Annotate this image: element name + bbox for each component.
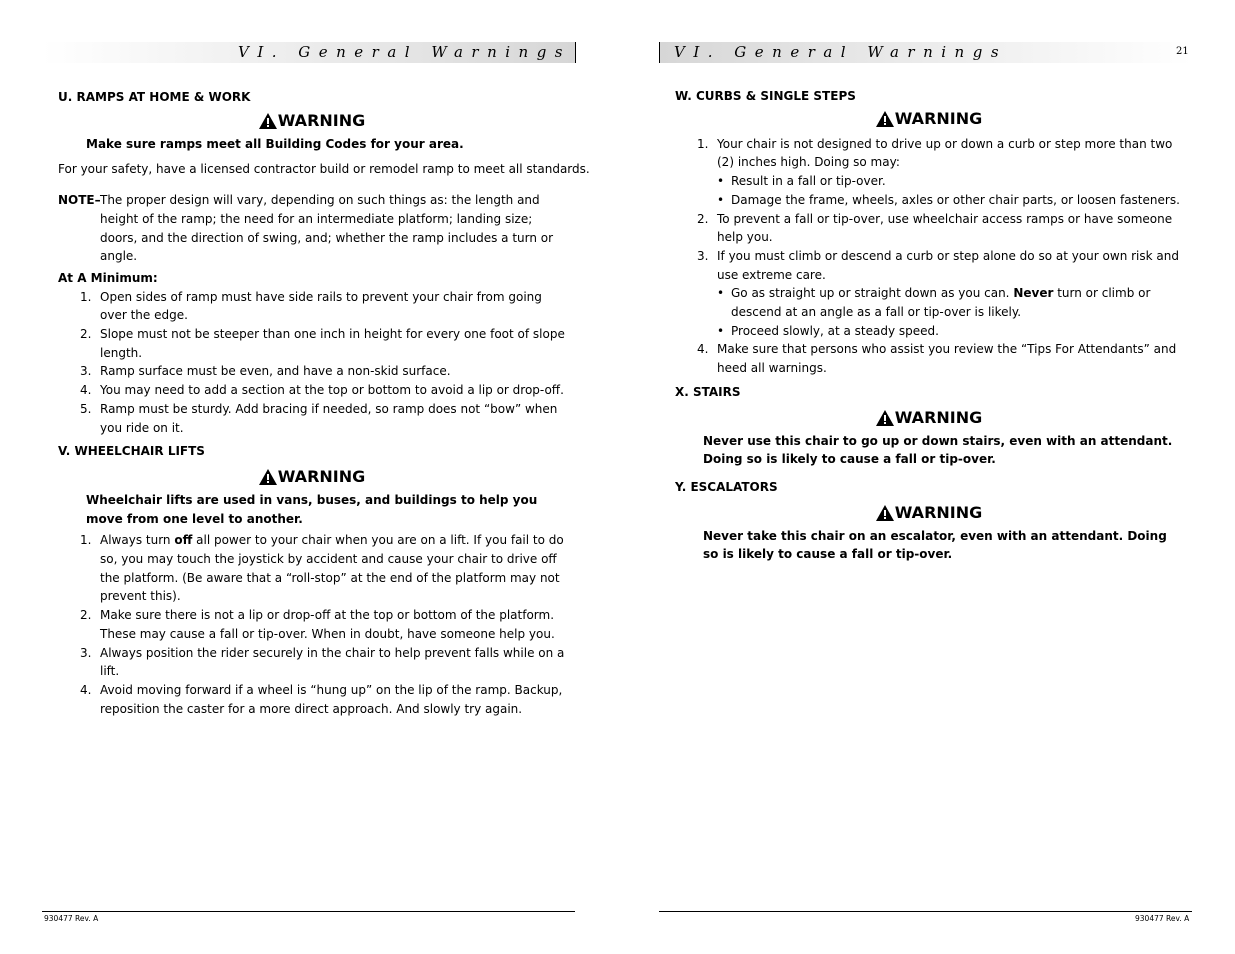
warning-label: WARNING [894,108,983,128]
footer-rule [42,911,575,912]
right-page [617,0,1235,954]
warning-label: WARNING [277,466,366,486]
list-item: 2. Make sure there is not a lip or drop-off at the top or bottom of the platform. These may cause a fall or tip-over. When in doubt, have someone help you. [80,608,555,641]
warning-label: WARNING [277,110,366,130]
section-title-stairs: X. STAIRS [675,384,741,399]
lift-instructions-list [80,531,566,718]
list-item: 3. Always position the rider securely in the chair to help prevent falls while on a lift. [80,645,565,679]
warning-label: WARNING [894,502,983,522]
curb-instructions-list [697,135,1183,378]
warning-triangle-icon [876,111,894,127]
list-item: 5. Ramp must be sturdy. Add bracing if needed, so ramp does not “bow” when you ride on it. [80,401,558,435]
safety-paragraph: For your safety, have a licensed contractor build or remodel ramp to meet all standards. [58,162,590,177]
list-item: 1. Open sides of ramp must have side rails to prevent your chair from going over the edge. [80,289,542,323]
section-title-lifts: V. WHEELCHAIR LIFTS [58,444,205,459]
warning-triangle-icon [876,505,894,521]
warning-label: WARNING [894,407,983,427]
warning-heading [675,109,1183,129]
list-item: 4. You may need to add a section at the top or bottom to avoid a lip or drop-off. [80,383,564,398]
warning-triangle-icon [259,113,277,129]
bullet-item: • Proceed slowly, at a steady speed. [717,323,939,338]
warning-heading [58,111,566,131]
list-item: 1. Your chair is not designed to drive up or down a curb or step more than two (2) inches high. Doing so may: • Result in a fall or tip-over. • Damage the frame, wheels, axles or other chair parts, or loosen fasteners. [697,135,1183,210]
list-item: 2. Slope must not be steeper than one inch in height for every one foot of slope length. [80,327,565,360]
header-title: VI. General Warnings [659,42,1193,63]
page-header [659,42,1193,63]
section-title-escalators: Y. ESCALATORS [675,479,778,494]
footer-revision: 930477 Rev. A [44,914,99,923]
warning-triangle-icon [259,469,277,485]
bullet-list [717,284,1183,340]
bullet-item: • Damage the frame, wheels, axles or other chair parts, or loosen fasteners. [717,192,1180,207]
footer-revision: 930477 Rev. A [1135,914,1190,923]
header-title: VI. General Warnings [42,42,576,63]
list-item: 3. Ramp surface must be even, and have a non-skid surface. [80,364,451,379]
minimum-heading: At A Minimum: [58,270,158,285]
bullet-item: • Result in a fall or tip-over. [717,174,886,189]
right-content [675,87,1183,564]
warning-text: Make sure ramps meet all Building Codes for your area. [86,136,464,151]
list-item: 4. Make sure that persons who assist you review the “Tips For Attendants” and heed all warnings. [697,342,1177,376]
warning-text: Never use this chair to go up or down stairs, even with an attendant. Doing so is likely to cause a fall or tip-over. [703,433,1173,467]
warning-heading [58,467,566,487]
bullet-item: • Go as straight up or straight down as you can. Never turn or climb or descend at an angle as a fall or tip-over is likely. [717,286,1151,320]
list-item: 2. To prevent a fall or tip-over, use wheelchair access ramps or have someone help you. [697,211,1173,245]
section-title-ramps: U. RAMPS AT HOME & WORK [58,90,251,104]
note-label: NOTE– [58,193,101,208]
left-page [0,0,617,954]
warning-triangle-icon [876,410,894,426]
warning-text: Never take this chair on an escalator, even with an attendant. Doing so is likely to cause a fall or tip-over. [703,528,1167,562]
note-block [58,191,566,266]
section-title-curbs: W. CURBS & SINGLE STEPS [675,89,856,103]
ramp-requirements-list [80,288,566,438]
left-content [58,88,590,718]
note-text: The proper design will vary, depending on such things as: the length and height of the ramp; the need for an intermediate platform; landing size; doors, and the direction of swing, and; whether the ramp includes a turn or angle. [100,193,554,264]
warning-heading [675,503,1183,523]
warning-text: Wheelchair lifts are used in vans, buses, and buildings to help you move from one level to another. [86,492,538,526]
page-number: 21 [1176,46,1189,57]
list-item: 1. Always turn off all power to your chair when you are on a lift. If you fail to do so, you may touch the joystick by accident and cause your chair to drive off the platform. (Be aware that a “roll-stop” at the end of the platform may not prevent this). [80,533,564,604]
page-header [42,42,576,63]
list-item: 3. If you must climb or descend a curb or step alone do so at your own risk and use extreme care. • Go as straight up or straight down as you can. Never turn or climb or descend at an angle as a fall or tip-over is likely. • Proceed slowly, at a steady speed. [697,247,1183,341]
list-item: 4. Avoid moving forward if a wheel is “hung up” on the lip of the ramp. Backup, reposition the caster for a more direct approach. And slowly try again. [80,682,563,716]
bullet-list [717,172,1183,209]
footer-rule [659,911,1192,912]
warning-heading [675,408,1183,428]
